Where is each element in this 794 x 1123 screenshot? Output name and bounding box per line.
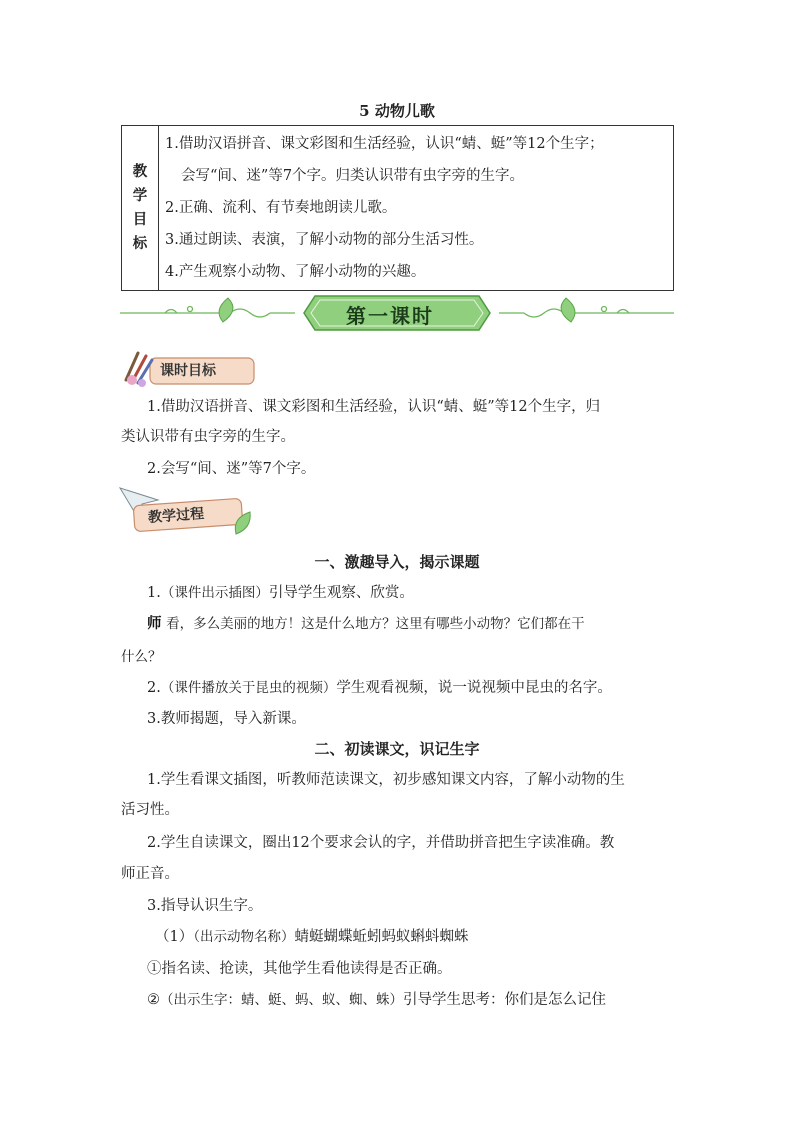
teaching-goals-table bbox=[121, 125, 674, 291]
goals-header-char: 学 bbox=[132, 187, 148, 204]
section-heading: 二、初读课文，识记生字 bbox=[314, 740, 480, 758]
goal-item: 4.产生观察小动物、了解小动物的兴趣。 bbox=[165, 264, 426, 280]
item-number: （1） bbox=[155, 929, 194, 945]
item-text: 学生观看视频，说一说视频中昆虫的名字。 bbox=[336, 680, 612, 696]
paragraph bbox=[155, 925, 468, 946]
lesson-goal-line: 1.借助汉语拼音、课文彩图和生活经验，认识“蜻、蜓”等12个生字，归 bbox=[147, 399, 601, 415]
vine-left-ornament bbox=[120, 307, 295, 318]
lesson-goal-line: 2.会写“间、迷”等7个字。 bbox=[147, 461, 316, 477]
paragraph: 1.学生看课文插图，听教师范读课文，初步感知课文内容，了解小动物的生 bbox=[147, 772, 625, 788]
item-text: 引导学生思考：你们是怎么记住 bbox=[403, 992, 606, 1008]
goal-item: 2.正确、流利、有节奏地朗读儿歌。 bbox=[165, 200, 397, 216]
item-number: 2. bbox=[147, 680, 161, 696]
goal-item: 1.借助汉语拼音、课文彩图和生活经验，认识“蜻、蜓”等12个生字； bbox=[165, 136, 604, 152]
item-text: 引导学生观察、欣赏。 bbox=[268, 585, 414, 601]
goals-header-char: 标 bbox=[132, 235, 148, 252]
paragraph: ①指名读、抢读，其他学生看他读得是否正确。 bbox=[147, 961, 452, 977]
process-tag: 教学过程 bbox=[147, 506, 205, 526]
page-title: 5 动物儿歌 bbox=[359, 102, 435, 120]
teacher-line: 看，多么美丽的地方！这是什么地方？这里有哪些小动物？它们都在干 bbox=[166, 616, 585, 632]
goals-header-char: 目 bbox=[132, 211, 148, 228]
paragraph bbox=[147, 988, 606, 1009]
paragraph: 3.指导认识生字。 bbox=[147, 898, 263, 914]
paragraph bbox=[147, 581, 414, 602]
section-heading: 一、激趣导入，揭示课题 bbox=[314, 553, 480, 571]
goal-item: 3.通过朗读、表演，了解小动物的部分生活习性。 bbox=[165, 232, 484, 248]
leaf-left-icon bbox=[219, 298, 233, 322]
item-note: （课件出示插图） bbox=[160, 585, 269, 601]
goals-body-cell bbox=[159, 126, 674, 291]
paragraph: 师正音。 bbox=[121, 866, 179, 882]
leaf-right-icon bbox=[561, 298, 575, 322]
paragraph: 2.学生自读课文，圈出12个要求会认的字，并借助拼音把生字读准确。教 bbox=[147, 835, 615, 851]
goals-header-cell bbox=[122, 126, 159, 291]
item-text: 蜻蜓蝴蝶蚯蚓蚂蚁蝌蚪蜘蛛 bbox=[294, 929, 469, 945]
flower-icon bbox=[127, 375, 137, 385]
item-note: （出示生字：蜻、蜓、蚂、蚁、蜘、蛛） bbox=[160, 992, 403, 1008]
teacher-line: 什么？ bbox=[121, 649, 162, 665]
paragraph: 活习性。 bbox=[121, 802, 179, 818]
goal-item: 会写“间、迷”等7个字。归类认识带有虫字旁的生字。 bbox=[181, 168, 525, 184]
lesson-goal-line: 类认识带有虫字旁的生字。 bbox=[121, 429, 295, 445]
teacher-dialogue bbox=[147, 612, 585, 633]
item-note: （出示动物名称） bbox=[193, 929, 295, 945]
item-number: 1. bbox=[147, 585, 161, 601]
paragraph: 3.教师揭题，导入新课。 bbox=[147, 711, 306, 727]
teacher-label: 师 bbox=[147, 615, 162, 632]
item-number: ② bbox=[147, 992, 160, 1008]
item-note: （课件播放关于昆虫的视频） bbox=[160, 680, 337, 696]
lesson-goal-tag: 课时目标 bbox=[160, 363, 216, 379]
banner-title: 第一课时 bbox=[346, 304, 434, 328]
paragraph bbox=[147, 676, 612, 697]
goals-header-char: 教 bbox=[132, 163, 148, 180]
vine-right-ornament bbox=[499, 307, 674, 318]
